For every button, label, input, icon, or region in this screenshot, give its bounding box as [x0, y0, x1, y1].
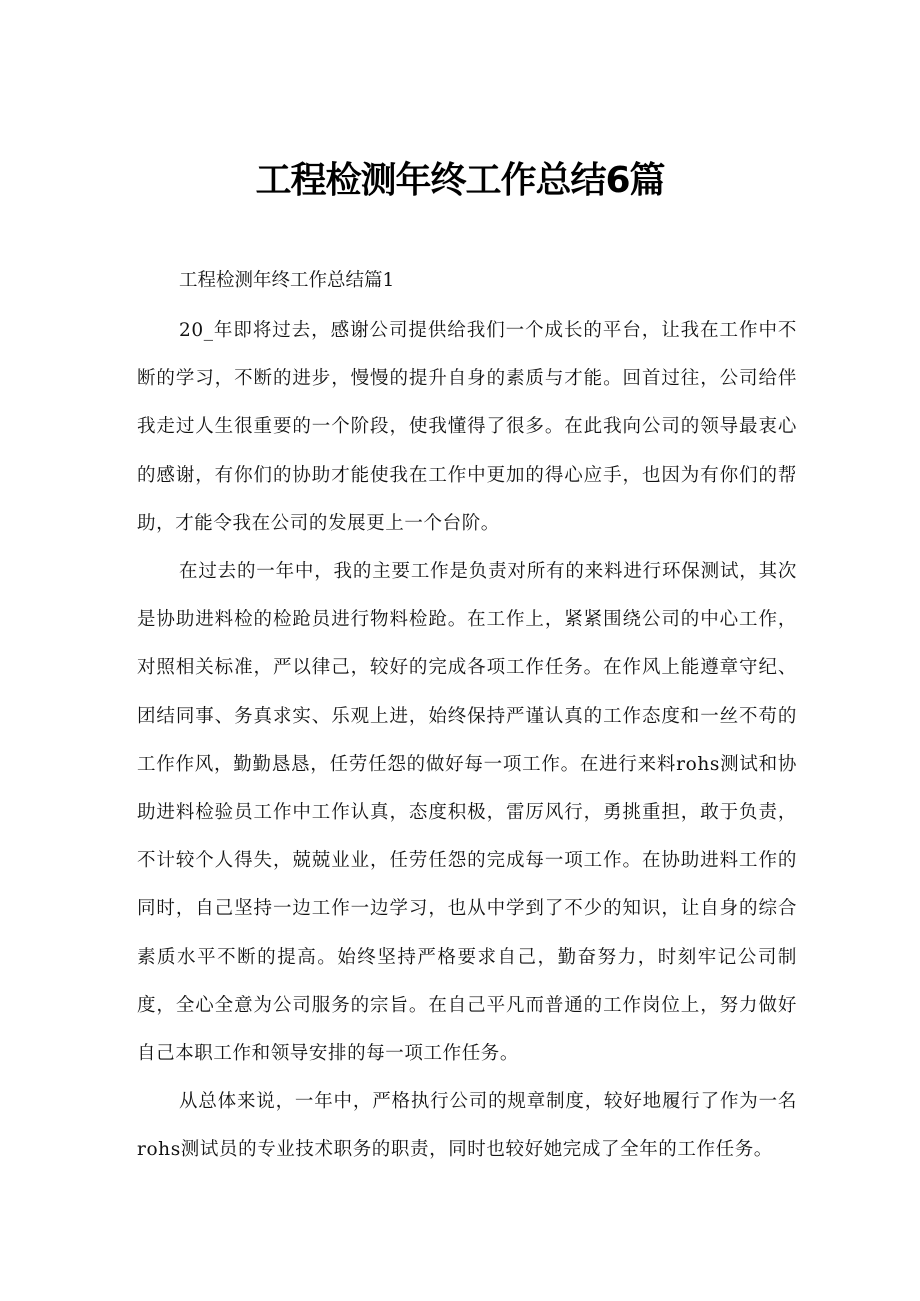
paragraph-3: 从总体来说，一年中，严格执行公司的规章制度，较好地履行了作为一名rohs测试员的专业技术职务的职责，同时也较好她完成了全年的工作任务。	[137, 1091, 797, 1161]
section-heading: 工程检测年终工作总结篇1	[179, 270, 395, 291]
document-body	[137, 257, 797, 1175]
document-title: 工程检测年终工作总结6篇	[255, 160, 665, 201]
paragraph-2: 在过去的一年中，我的主要工作是负责对所有的来料进行环保测试，其次是协助进料检的检跄员进行物料检跄。在工作上，紧紧围绕公司的中心工作，对照相关标准，严以律己，较好的完成各项工作任务。在作风上能遵章守纪、团结同事、务真求实、乐观上进，始终保持严谨认真的工作态度和一丝不苟的工作作风，勤勤恳恳，任劳任怨的做好每一项工作。在进行来料rohs测试和协助进料检验员工作中工作认真，态度积极，雷厉风行，勇挑重担，敢于负责，不计较个人得失，兢兢业业，任劳任怨的完成每一项工作。在协助进料工作的同时，自己坚持一边工作一边学习，也从中学到了不少的知识，让自身的综合素质水平不断的提高。始终坚持严格要求自己，勤奋努力，时刻牢记公司制度，全心全意为公司服务的宗旨。在自己平凡而普通的工作岗位上，努力做好自己本职工作和领导安排的每一项工作任务。	[137, 561, 797, 1065]
paragraph-1: 20_年即将过去，感谢公司提供给我们一个成长的平台，让我在工作中不断的学习，不断的进步，慢慢的提升自身的素质与才能。回首过往，公司给伴我走过人生很重要的一个阶段，使我懂得了很多。在此我向公司的领导最衷心的感谢，有你们的协助才能使我在工作中更加的得心应手，也因为有你们的帮助，才能令我在公司的发展更上一个台阶。	[137, 320, 797, 534]
